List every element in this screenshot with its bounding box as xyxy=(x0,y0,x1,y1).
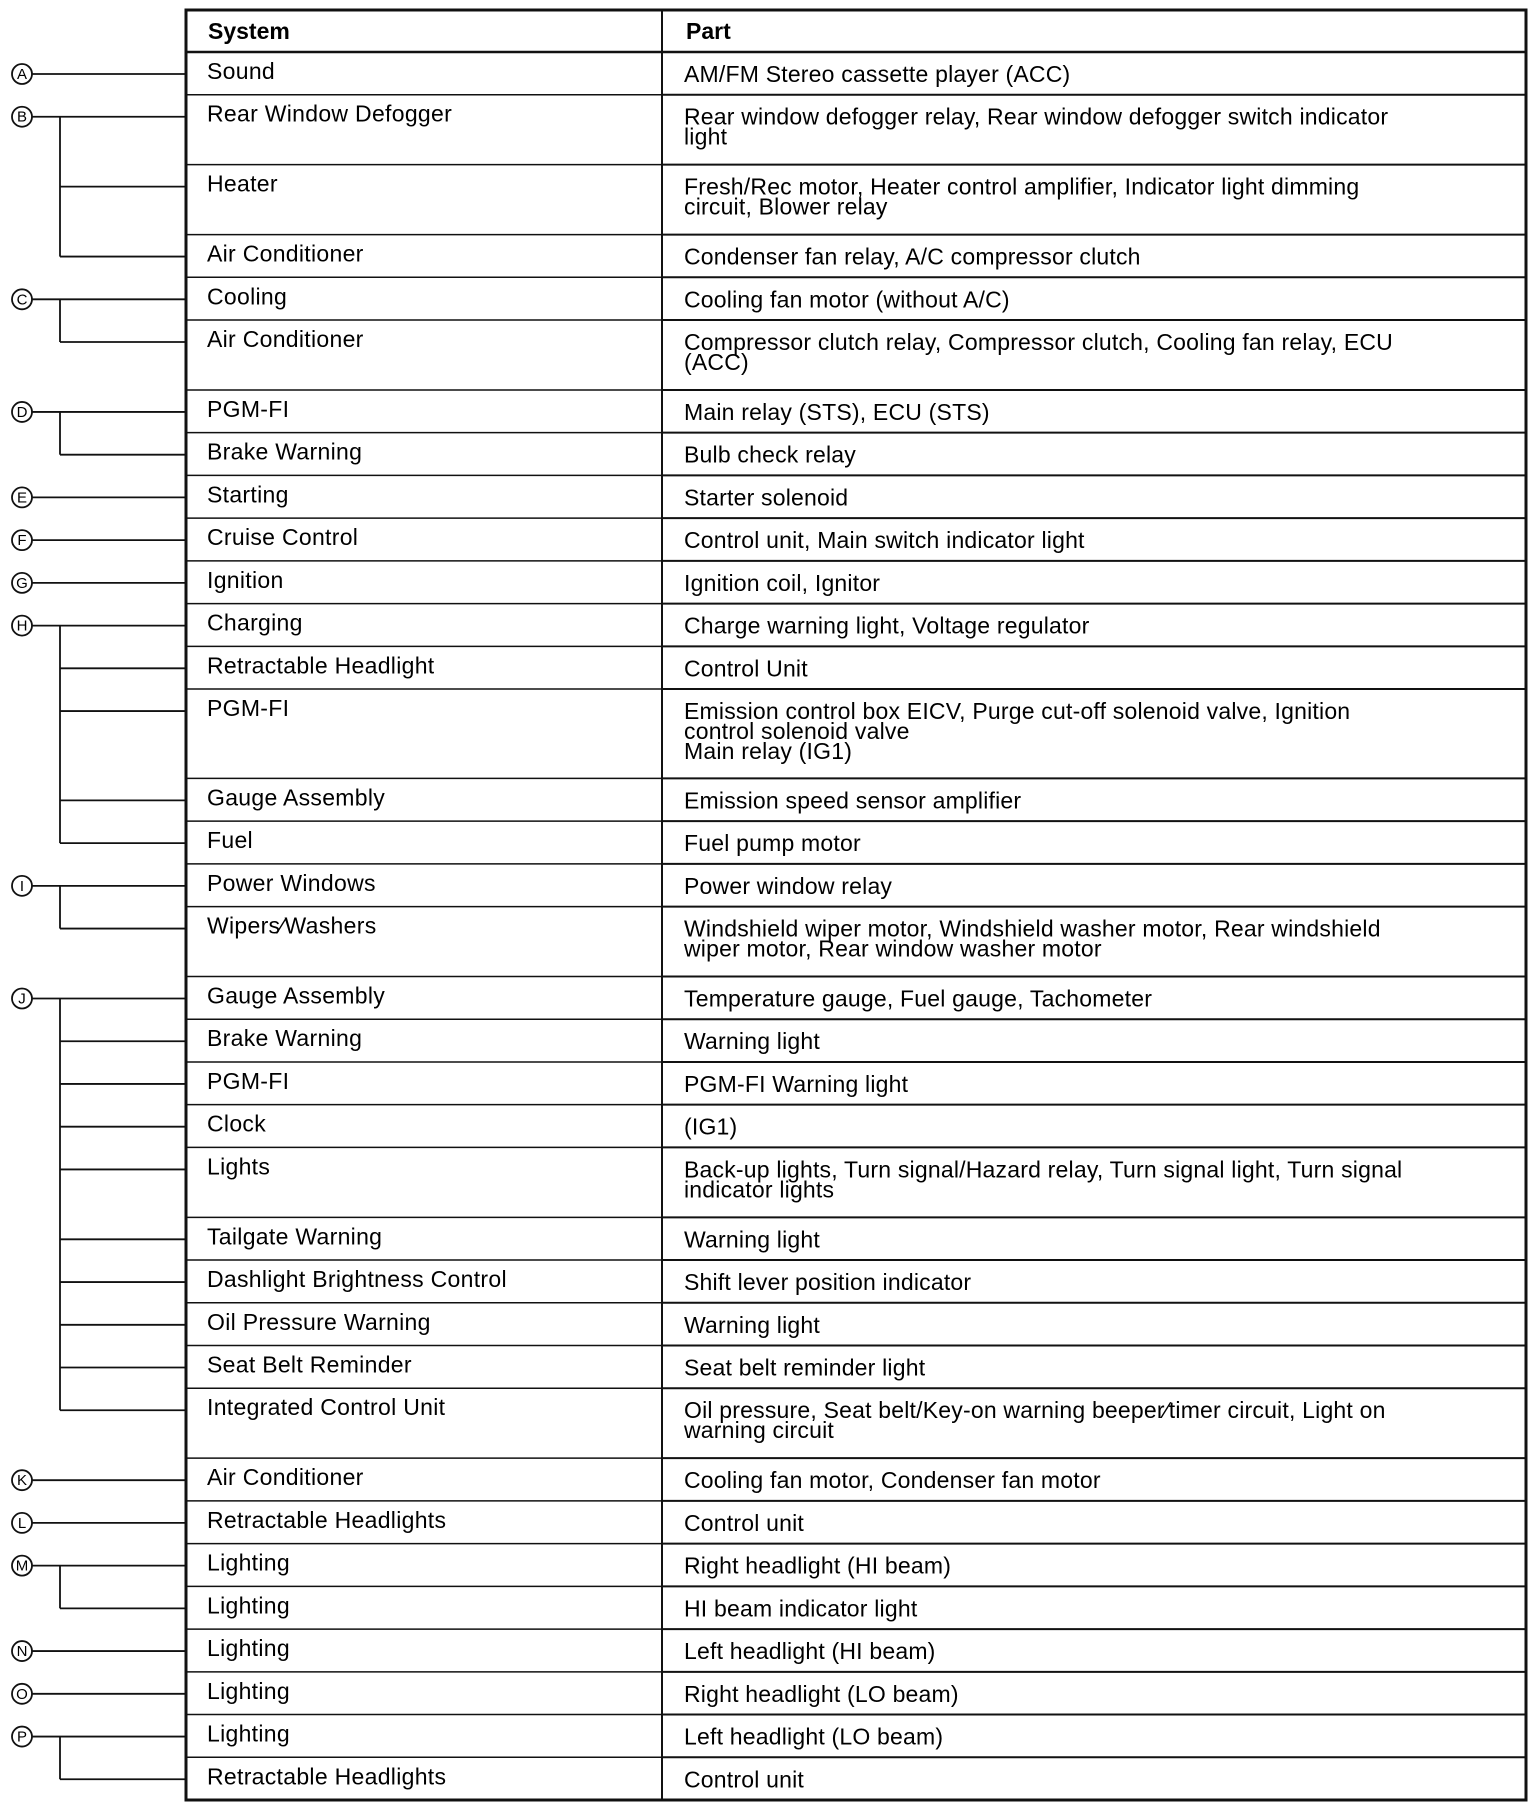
part-cell-line: Fuel pump motor xyxy=(684,830,861,857)
part-cell-line: Warning light xyxy=(684,1028,820,1055)
system-cell: Gauge Assembly xyxy=(207,784,386,811)
fuse-badge-letter: F xyxy=(17,532,27,550)
header-system: System xyxy=(208,18,290,44)
system-cell: Brake Warning xyxy=(207,1025,363,1052)
fuse-badge-letter: D xyxy=(16,403,28,421)
part-cell-line: Power window relay xyxy=(684,872,893,899)
part-cell-line: Cooling fan motor (without A/C) xyxy=(684,286,1010,313)
system-cell: Air Conditioner xyxy=(207,240,364,267)
fuse-badge-letter: J xyxy=(18,990,26,1008)
part-cell-line: HI beam indicator light xyxy=(684,1595,918,1622)
system-cell: Integrated Control Unit xyxy=(207,1394,446,1421)
system-cell: Power Windows xyxy=(207,869,376,896)
system-cell: Lights xyxy=(207,1153,271,1180)
system-cell: Lighting xyxy=(207,1592,290,1619)
system-cell: Retractable Headlights xyxy=(207,1763,447,1790)
part-cell-line: AM/FM Stereo cassette player (ACC) xyxy=(684,61,1071,87)
system-cell: Gauge Assembly xyxy=(207,982,386,1009)
system-cell: Rear Window Defogger xyxy=(207,100,453,127)
part-cell-line: light xyxy=(684,123,728,150)
system-cell: PGM-FI xyxy=(207,1067,290,1094)
part-cell-line: Seat belt reminder light xyxy=(684,1354,926,1381)
part-cell-line: Control unit, Main switch indicator light xyxy=(684,527,1085,554)
part-cell-line: Right headlight (HI beam) xyxy=(684,1552,952,1579)
fuse-badge-letter: B xyxy=(16,108,28,126)
system-cell: Starting xyxy=(207,481,289,508)
system-cell: Lighting xyxy=(207,1677,290,1704)
system-cell: Cruise Control xyxy=(207,524,359,551)
system-cell: Heater xyxy=(207,170,278,197)
part-cell-line: control solenoid valve xyxy=(684,718,910,745)
system-cell: Brake Warning xyxy=(207,438,363,465)
part-cell-line: Cooling fan motor, Condenser fan motor xyxy=(684,1467,1101,1494)
system-cell: PGM-FI xyxy=(207,395,290,422)
table-text xyxy=(207,18,1402,1792)
fuse-connector-lines xyxy=(12,64,186,1779)
system-cell: Lighting xyxy=(207,1635,290,1662)
fuse-badge-letter: L xyxy=(17,1514,27,1532)
part-cell-line: wiper motor, Rear window washer motor xyxy=(684,935,1102,962)
part-cell-line: Back-up lights, Turn signal/Hazard relay, Turn signal light, Turn signal xyxy=(684,1156,1403,1183)
system-cell: Lighting xyxy=(207,1549,290,1576)
system-cell: Wipers∕Washers xyxy=(207,912,377,939)
system-cell: Ignition xyxy=(207,566,284,593)
system-cell: Cooling xyxy=(207,283,288,310)
system-cell: Charging xyxy=(207,609,303,636)
fuse-badge-letter: I xyxy=(19,877,25,895)
system-cell: Sound xyxy=(207,58,276,84)
part-cell-line: Ignition coil, Ignitor xyxy=(684,569,881,596)
system-cell: Lighting xyxy=(207,1720,290,1747)
fuse-badge-letter: K xyxy=(16,1472,28,1490)
part-cell-line: Main relay (STS), ECU (STS) xyxy=(684,398,990,425)
system-cell: PGM-FI xyxy=(207,695,290,722)
part-cell-line: Emission speed sensor amplifier xyxy=(684,787,1022,814)
part-cell-line: Warning light xyxy=(684,1226,820,1253)
system-cell: Air Conditioner xyxy=(207,1464,364,1491)
part-cell-line: (IG1) xyxy=(684,1113,738,1140)
part-cell-line: PGM-FI Warning light xyxy=(684,1070,909,1097)
part-cell-line: warning circuit xyxy=(684,1417,834,1444)
part-cell-line: Temperature gauge, Fuel gauge, Tachometer xyxy=(684,985,1153,1012)
part-cell-line: Oil pressure, Seat belt/Key-on warning beeper∕timer circuit, Light on xyxy=(684,1397,1386,1424)
part-cell-line: Charge warning light, Voltage regulator xyxy=(684,612,1090,639)
part-cell-line: Bulb check relay xyxy=(684,441,856,468)
system-cell: Fuel xyxy=(207,827,253,854)
part-cell-line: Rear window defogger relay, Rear window defogger switch indicator xyxy=(684,103,1389,130)
system-cell: Tailgate Warning xyxy=(207,1223,383,1250)
part-cell-line: Warning light xyxy=(684,1311,820,1338)
fuse-badge-letter: H xyxy=(16,617,28,635)
part-cell-line: Control Unit xyxy=(684,655,808,682)
part-cell-line: Windshield wiper motor, Windshield washer motor, Rear windshield xyxy=(684,915,1381,942)
fuse-badge-letter: O xyxy=(16,1685,28,1703)
fuse-badge-letter: E xyxy=(16,489,28,507)
system-cell: Retractable Headlight xyxy=(207,652,435,679)
part-cell-line: Shift lever position indicator xyxy=(684,1269,972,1296)
system-cell: Dashlight Brightness Control xyxy=(207,1266,507,1293)
fuse-badge-letter: G xyxy=(16,574,28,592)
fuse-badge-letter: N xyxy=(16,1643,28,1661)
system-cell: Oil Pressure Warning xyxy=(207,1308,431,1335)
part-cell-line: Left headlight (LO beam) xyxy=(684,1723,944,1750)
part-cell-line: Main relay (IG1) xyxy=(684,738,853,765)
part-cell-line: Control unit xyxy=(684,1509,805,1536)
part-cell-line: Starter solenoid xyxy=(684,484,849,511)
header-part: Part xyxy=(686,18,731,44)
fuse-badge-letter: C xyxy=(16,291,28,309)
part-cell-line: Left headlight (HI beam) xyxy=(684,1638,936,1665)
part-cell-line: Compressor clutch relay, Compressor clutch, Cooling fan relay, ECU xyxy=(684,329,1393,356)
part-cell-line: Emission control box EICV, Purge cut-off solenoid valve, Ignition xyxy=(684,698,1351,725)
fuse-badge-letter: M xyxy=(15,1557,29,1575)
part-cell-line: Fresh/Rec motor, Heater control amplifier, Indicator light dimming xyxy=(684,173,1360,200)
system-cell: Seat Belt Reminder xyxy=(207,1351,412,1378)
part-cell-line: Right headlight (LO beam) xyxy=(684,1680,959,1707)
part-cell-line: indicator lights xyxy=(684,1176,835,1203)
part-cell-line: Control unit xyxy=(684,1766,805,1793)
system-cell: Clock xyxy=(207,1110,267,1137)
fuse-badge-letter: P xyxy=(16,1728,28,1746)
system-cell: Retractable Headlights xyxy=(207,1506,447,1533)
system-cell: Air Conditioner xyxy=(207,326,364,353)
part-cell-line: Condenser fan relay, A/C compressor clutch xyxy=(684,243,1141,270)
fuse-badge-letter: A xyxy=(16,66,28,83)
part-cell-line: (ACC) xyxy=(684,349,749,376)
part-cell-line: circuit, Blower relay xyxy=(684,193,888,220)
